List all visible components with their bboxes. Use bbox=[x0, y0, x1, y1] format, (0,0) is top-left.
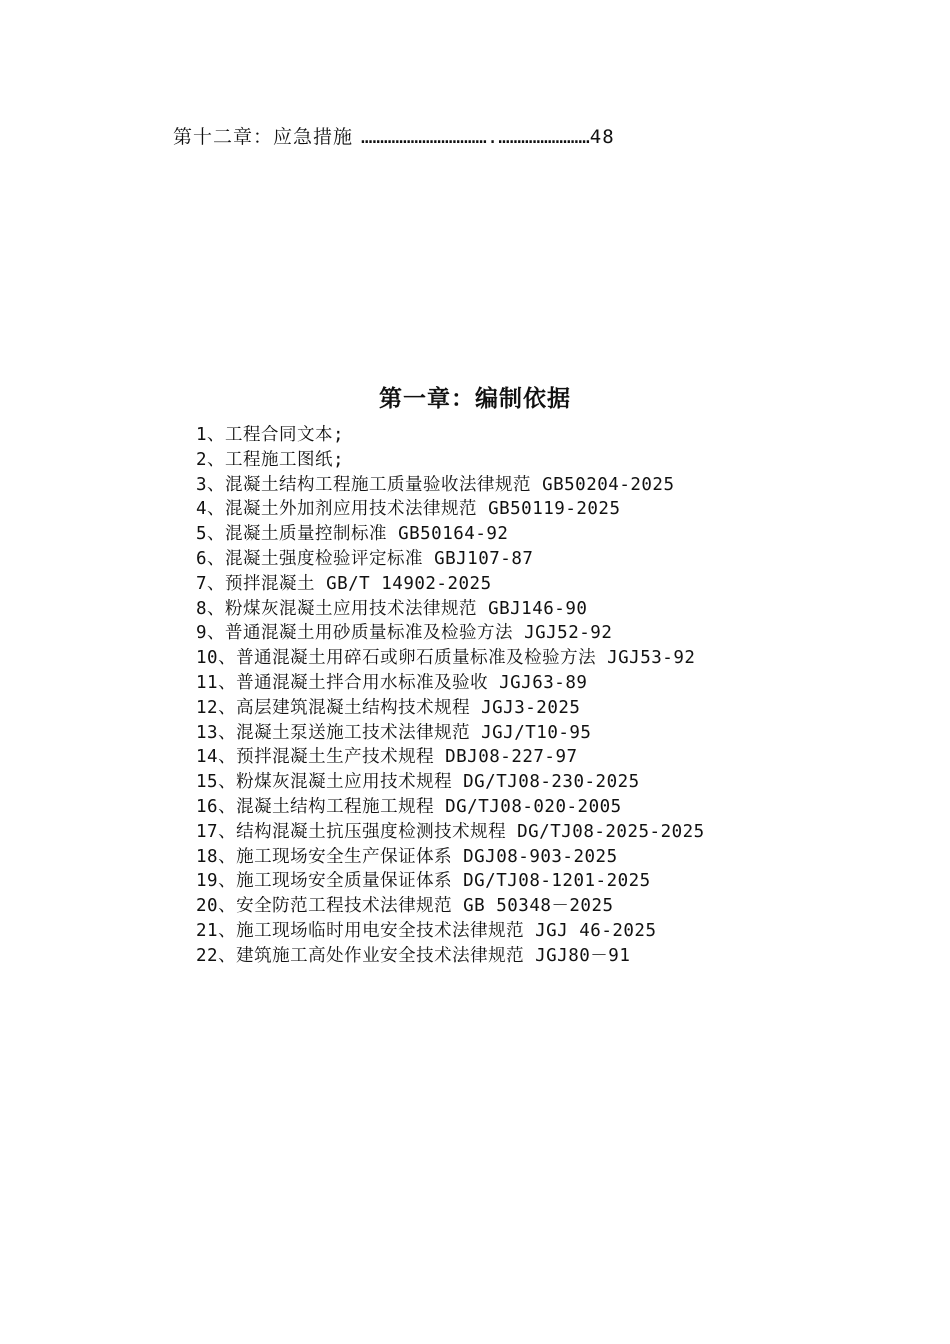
reference-item: 22、建筑施工高处作业安全技术法律规范 JGJ80－91 bbox=[196, 945, 631, 966]
reference-item: 8、粉煤灰混凝土应用技术法律规范 GBJ146-90 bbox=[196, 598, 588, 619]
toc-page-number: 48 bbox=[589, 126, 615, 148]
reference-item: 21、施工现场临时用电安全技术法律规范 JGJ 46-2025 bbox=[196, 920, 657, 941]
toc-leader-dots: …………………………….…………………… bbox=[361, 126, 590, 148]
reference-list bbox=[196, 423, 705, 969]
reference-item: 9、普通混凝土用砂质量标准及检验方法 JGJ52-92 bbox=[196, 623, 613, 644]
reference-item: 5、混凝土质量控制标准 GB50164-92 bbox=[196, 524, 509, 545]
chapter-title: 第一章：编制依据 bbox=[379, 386, 571, 412]
reference-item: 11、普通混凝土拌合用水标准及验收 JGJ63-89 bbox=[196, 672, 588, 693]
reference-item: 2、工程施工图纸; bbox=[196, 449, 345, 470]
reference-item: 1、工程合同文本; bbox=[196, 425, 345, 445]
reference-item: 6、混凝土强度检验评定标准 GBJ107-87 bbox=[196, 548, 534, 569]
toc-chapter-label: 第十二章：应急措施 bbox=[173, 126, 354, 148]
reference-item: 7、预拌混凝土 GB/T 14902-2025 bbox=[196, 573, 492, 594]
reference-item: 16、混凝土结构工程施工规程 DG/TJ08-020-2005 bbox=[196, 796, 622, 817]
reference-item: 17、结构混凝土抗压强度检测技术规程 DG/TJ08-2025-2025 bbox=[196, 821, 705, 842]
reference-item: 3、混凝土结构工程施工质量验收法律规范 GB50204-2025 bbox=[196, 474, 675, 495]
reference-item: 10、普通混凝土用碎石或卵石质量标准及检验方法 JGJ53-92 bbox=[196, 648, 696, 669]
reference-item: 20、安全防范工程技术法律规范 GB 50348－2025 bbox=[196, 896, 614, 917]
reference-item: 15、粉煤灰混凝土应用技术规程 DG/TJ08-230-2025 bbox=[196, 772, 640, 793]
reference-item: 13、混凝土泵送施工技术法律规范 JGJ/T10-95 bbox=[196, 722, 592, 743]
reference-item: 19、施工现场安全质量保证体系 DG/TJ08-1201-2025 bbox=[196, 871, 651, 892]
reference-item: 18、施工现场安全生产保证体系 DGJ08-903-2025 bbox=[196, 846, 618, 867]
toc-entry-chapter-12[interactable] bbox=[173, 124, 615, 150]
reference-item: 14、预拌混凝土生产技术规程 DBJ08-227-97 bbox=[196, 747, 578, 768]
reference-item: 4、混凝土外加剂应用技术法律规范 GB50119-2025 bbox=[196, 499, 621, 520]
reference-item: 12、高层建筑混凝土结构技术规程 JGJ3-2025 bbox=[196, 697, 581, 718]
